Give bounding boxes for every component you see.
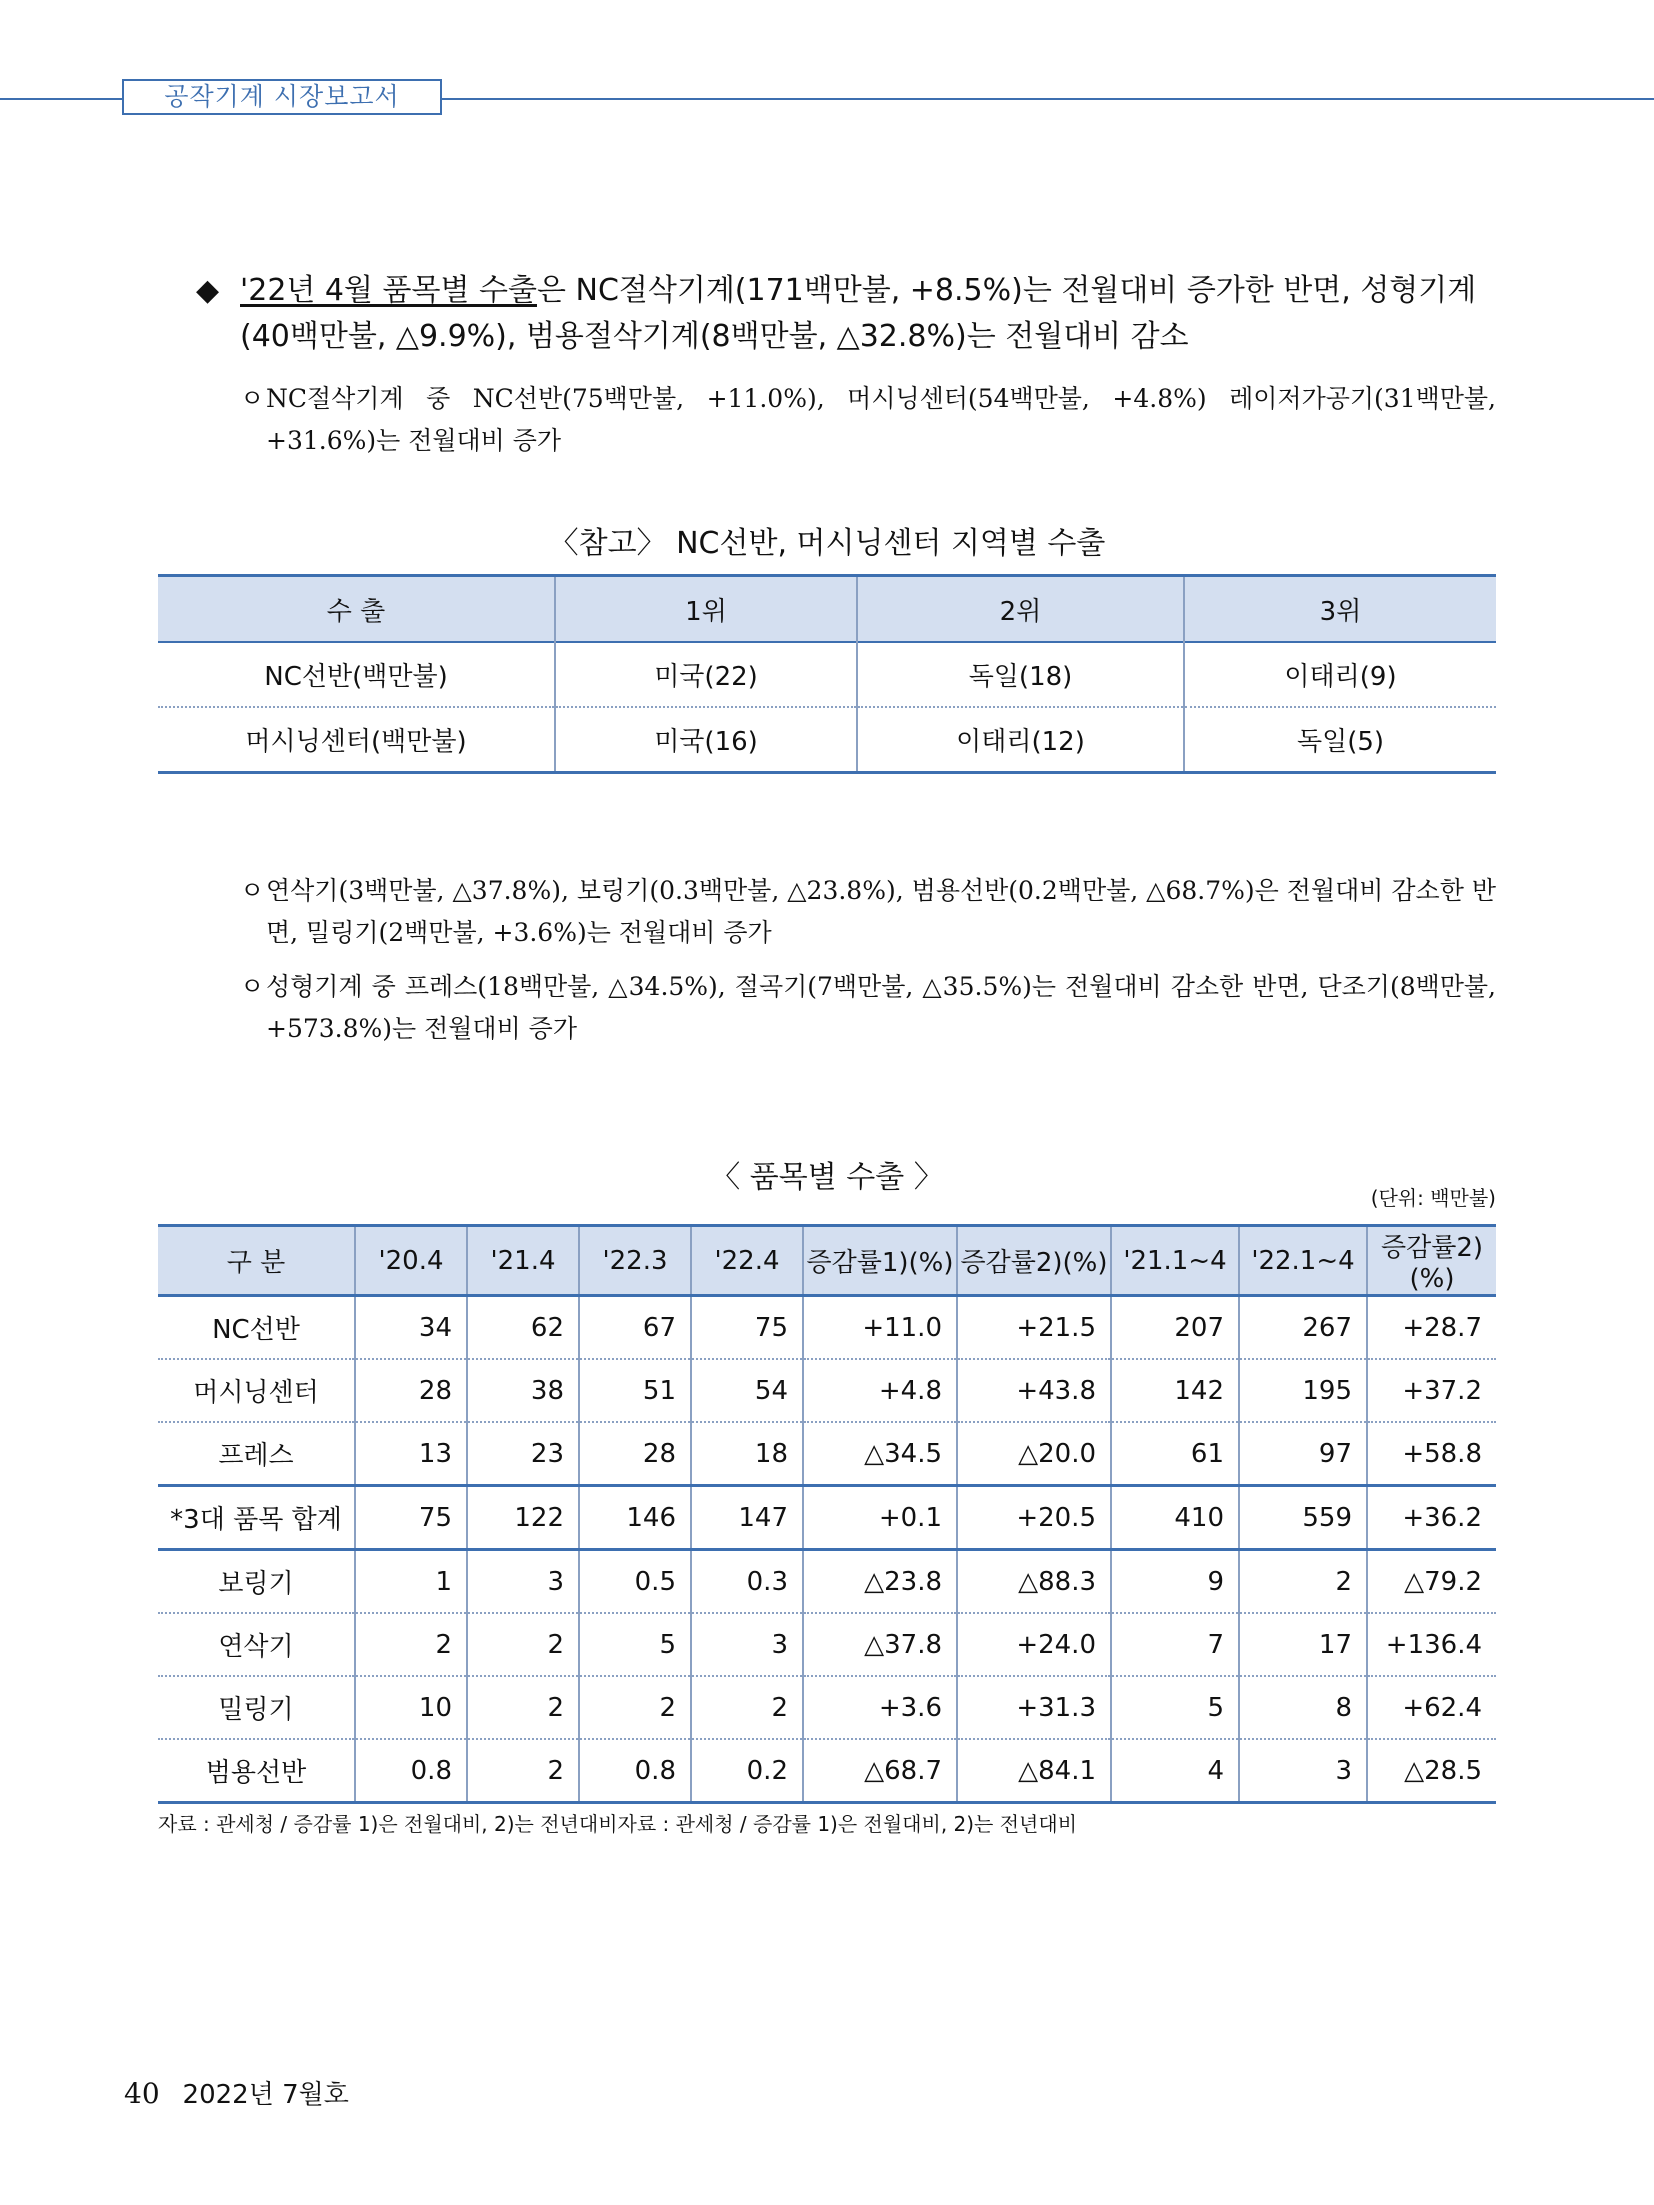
row-label: 밀링기 <box>158 1676 355 1739</box>
table-cell: 410 <box>1111 1486 1239 1550</box>
main-bullet-underlined: '22년 4월 품목별 수출 <box>240 273 537 308</box>
table-cell: △68.7 <box>803 1739 957 1803</box>
table-row <box>158 707 1496 773</box>
item-table-caption: 〈 품목별 수출 〉 <box>710 1160 944 1195</box>
table-header-row <box>158 1226 1496 1296</box>
table-cell: 3 <box>691 1613 803 1676</box>
table-cell: 0.5 <box>579 1550 691 1614</box>
table-header-row <box>158 576 1496 643</box>
region-export-table <box>158 574 1496 774</box>
header-cell: '22.3 <box>579 1226 691 1296</box>
sub-bullet-text: 성형기계 중 프레스(18백만불, △34.5%), 절곡기(7백만불, △35.5%)는 전월대비 감소한 반면, 단조기(8백만불, +573.8%)는 전월대비 증가 <box>266 972 1496 1043</box>
row-label: 범용선반 <box>158 1739 355 1803</box>
table-cell: 미국(16) <box>555 707 857 773</box>
row-label: NC선반 <box>212 1315 300 1345</box>
table-row <box>158 1550 1496 1614</box>
table-cell: 67 <box>579 1296 691 1360</box>
table-cell: 0.3 <box>691 1550 803 1614</box>
table-cell: 8 <box>1239 1676 1367 1739</box>
table-cell: +20.5 <box>957 1486 1111 1550</box>
table-row <box>158 1739 1496 1803</box>
table-cell: 195 <box>1239 1359 1367 1422</box>
item-export-table <box>158 1224 1496 1804</box>
table-cell: +0.1 <box>803 1486 957 1550</box>
table-cell: 267 <box>1239 1296 1367 1360</box>
row-label: 연삭기 <box>158 1613 355 1676</box>
table-cell: 2 <box>467 1613 579 1676</box>
table-cell: 2 <box>467 1676 579 1739</box>
circle-bullet-icon: ㅇ <box>240 972 265 1001</box>
table-cell: +28.7 <box>1367 1296 1496 1360</box>
table-cell: △28.5 <box>1367 1739 1496 1803</box>
report-title: 공작기계 시장보고서 <box>122 79 442 115</box>
header-cell: '21.4 <box>467 1226 579 1296</box>
table-cell: +36.2 <box>1367 1486 1496 1550</box>
sub-bullet-text: 연삭기(3백만불, △37.8%), 보링기(0.3백만불, △23.8%), 범용선반(0.2백만불, △68.7%)은 전월대비 감소한 반면, 밀링기(2백만불, +3.6%)는 전월대비 증가 <box>266 876 1496 947</box>
table-cell: 미국(22) <box>555 642 857 707</box>
table-cell: 122 <box>467 1486 579 1550</box>
table-cell: 머시닝센터(백만불) <box>158 707 555 773</box>
table-cell: 이태리(12) <box>857 707 1184 773</box>
table-cell: △84.1 <box>957 1739 1111 1803</box>
table-cell: 2 <box>355 1613 467 1676</box>
table-cell: +58.8 <box>1367 1422 1496 1486</box>
table-cell: +4.8 <box>803 1359 957 1422</box>
table-cell: 559 <box>1239 1486 1367 1550</box>
table-cell: 28 <box>355 1359 467 1422</box>
table-cell: +11.0 <box>803 1296 957 1360</box>
sub-bullet-text: NC절삭기계 중 NC선반(75백만불, +11.0%), 머시닝센터(54백만불, +4.8%) 레이저가공기(31백만불, +31.6%)는 전월대비 증가 <box>266 384 1496 455</box>
table-cell: 147 <box>691 1486 803 1550</box>
header-cell: 1위 <box>555 576 857 643</box>
table-cell: 13 <box>355 1422 467 1486</box>
table-cell: 5 <box>579 1613 691 1676</box>
table-cell: +62.4 <box>1367 1676 1496 1739</box>
table-row <box>158 1486 1496 1550</box>
table-cell: 54 <box>691 1359 803 1422</box>
table-cell: 18 <box>691 1422 803 1486</box>
header-cell: 증감률2)(%) <box>1367 1226 1496 1296</box>
table-cell: 3 <box>467 1550 579 1614</box>
table-row <box>158 1359 1496 1422</box>
table-cell: 7 <box>1111 1613 1239 1676</box>
table-cell: 1 <box>355 1550 467 1614</box>
table-cell: 75 <box>691 1296 803 1360</box>
table-cell: +43.8 <box>957 1359 1111 1422</box>
table-cell: △37.8 <box>803 1613 957 1676</box>
table-row <box>158 1422 1496 1486</box>
table-cell: 34 <box>355 1296 467 1360</box>
table-row <box>158 1613 1496 1676</box>
table-cell: +24.0 <box>957 1613 1111 1676</box>
table-cell: 142 <box>1111 1359 1239 1422</box>
table-cell: 2 <box>1239 1550 1367 1614</box>
table-cell: +31.3 <box>957 1676 1111 1739</box>
table-cell: +3.6 <box>803 1676 957 1739</box>
circle-bullet-icon: ㅇ <box>240 876 265 905</box>
table-cell: 9 <box>1111 1550 1239 1614</box>
header-cell: 3위 <box>1184 576 1496 643</box>
diamond-icon: ◆ <box>196 273 220 308</box>
table-cell: 146 <box>579 1486 691 1550</box>
header-cell: 구 분 <box>158 1226 355 1296</box>
table-cell: 17 <box>1239 1613 1367 1676</box>
header-cell: '22.4 <box>691 1226 803 1296</box>
source-note: 자료 : 관세청 / 증감률 1)은 전월대비, 2)는 전년대비자료 : 관세청 / 증감률 1)은 전월대비, 2)는 전년대비 <box>158 1812 1078 1836</box>
main-bullet-text <box>240 268 1496 360</box>
table-cell: 97 <box>1239 1422 1367 1486</box>
table-cell: 독일(18) <box>857 642 1184 707</box>
table-row <box>158 1296 1496 1360</box>
header-cell: '20.4 <box>355 1226 467 1296</box>
table-cell: 0.8 <box>579 1739 691 1803</box>
table-cell: 62 <box>467 1296 579 1360</box>
ref-table-caption: 〈참고〉 NC선반, 머시닝센터 지역별 수출 <box>548 526 1106 561</box>
header-cell: 증감률1)(%) <box>803 1226 957 1296</box>
table-cell: 2 <box>467 1739 579 1803</box>
table-cell: 10 <box>355 1676 467 1739</box>
table-cell: △34.5 <box>803 1422 957 1486</box>
table-cell: 28 <box>579 1422 691 1486</box>
table-cell: 51 <box>579 1359 691 1422</box>
unit-label: (단위: 백만불) <box>1370 1186 1496 1210</box>
table-cell: +136.4 <box>1367 1613 1496 1676</box>
issue-label: 2022년 7월호 <box>182 2080 349 2110</box>
row-label: *3대 품목 합계 <box>158 1486 355 1550</box>
main-bullet-rest: 은 NC절삭기계(171백만불, +8.5%)는 전월대비 증가한 반면, 성형기계(40백만불, △9.9%), 범용절삭기계(8백만불, △32.8%)는 전월대비 감소 <box>240 273 1477 354</box>
table-cell: +21.5 <box>957 1296 1111 1360</box>
circle-bullet-icon: ㅇ <box>240 384 265 413</box>
table-cell: 75 <box>355 1486 467 1550</box>
table-row <box>158 1676 1496 1739</box>
table-cell: NC선반(백만불) <box>264 662 448 692</box>
page-number: 40 <box>124 2077 160 2110</box>
table-cell: △79.2 <box>1367 1550 1496 1614</box>
table-cell: 0.8 <box>355 1739 467 1803</box>
table-cell: 3 <box>1239 1739 1367 1803</box>
table-row <box>158 642 1496 707</box>
table-cell: 38 <box>467 1359 579 1422</box>
table-cell: 이태리(9) <box>1184 642 1496 707</box>
row-label: 머시닝센터 <box>158 1359 355 1422</box>
table-cell: 2 <box>691 1676 803 1739</box>
table-cell: △88.3 <box>957 1550 1111 1614</box>
row-label: 보링기 <box>218 1569 294 1599</box>
table-cell: 4 <box>1111 1739 1239 1803</box>
table-cell: 61 <box>1111 1422 1239 1486</box>
header-cell: 증감률2)(%) <box>957 1226 1111 1296</box>
header-cell: 수 출 <box>158 576 555 643</box>
row-label: 프레스 <box>158 1422 355 1486</box>
header-cell: '21.1~4 <box>1111 1226 1239 1296</box>
header-cell: 2위 <box>857 576 1184 643</box>
table-cell: 2 <box>579 1676 691 1739</box>
page-footer <box>124 2074 349 2111</box>
header-cell: '22.1~4 <box>1239 1226 1367 1296</box>
table-cell: 0.2 <box>691 1739 803 1803</box>
table-cell: 23 <box>467 1422 579 1486</box>
table-cell: +37.2 <box>1367 1359 1496 1422</box>
table-cell: △23.8 <box>803 1550 957 1614</box>
table-cell: 207 <box>1111 1296 1239 1360</box>
table-cell: △20.0 <box>957 1422 1111 1486</box>
table-cell: 5 <box>1111 1676 1239 1739</box>
table-cell: 독일(5) <box>1184 707 1496 773</box>
